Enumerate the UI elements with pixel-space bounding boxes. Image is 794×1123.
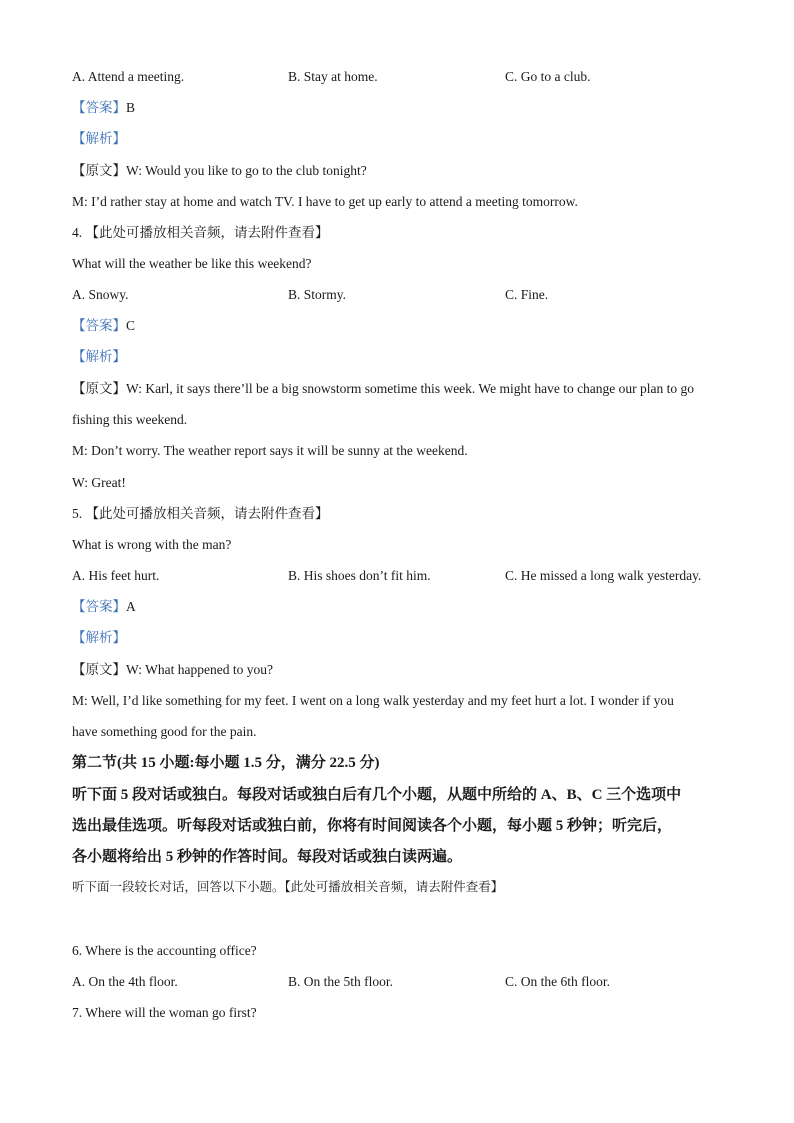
q6-option-b: B. On the 5th floor. (288, 974, 393, 989)
transcript-line: fishing this weekend. (72, 412, 188, 427)
q6-question: 6. Where is the accounting office? (72, 943, 257, 958)
q5-option-c: C. He missed a long walk yesterday. (505, 568, 702, 583)
answer-tag: 【答案】 (72, 100, 126, 115)
section-instruction: 听下面 5 段对话或独白。每段对话或独白后有几个小题，从题中所给的 A、B、C 三个选项中 (72, 787, 682, 803)
original-tag: 【原文】 (72, 381, 126, 396)
original-tag: 【原文】 (72, 163, 126, 178)
section-instruction: 选出最佳选项。听每段对话或独白前，你将有时间阅读各个小题，每小题 5 秒钟；听完后， (72, 818, 673, 834)
section-title: 第二节(共 15 小题:每小题 1.5 分，满分 22.5 分) (72, 755, 380, 771)
q4-option-a: A. Snowy. (72, 287, 129, 302)
answer-value: C (126, 318, 136, 333)
q6-option-c: C. On the 6th floor. (505, 974, 610, 989)
q5-header: 5. 【此处可播放相关音频，请去附件查看】 (72, 506, 329, 521)
q3-original-line (72, 162, 367, 180)
q4-option-c: C. Fine. (505, 287, 549, 302)
transcript-line: M: Well, I’d like something for my feet. I went on a long walk yesterday and my feet hurt a lot. I wonder if you (72, 693, 674, 708)
q5-analysis-tag: 【解析】 (72, 630, 126, 645)
q4-question: What will the weather be like this weekend? (72, 256, 312, 271)
transcript-line: W: What happened to you? (126, 662, 273, 677)
answer-tag: 【答案】 (72, 318, 126, 333)
q6-option-a: A. On the 4th floor. (72, 974, 178, 989)
q5-original-line (72, 661, 273, 679)
original-tag: 【原文】 (72, 662, 126, 677)
section-instruction: 各小题将给出 5 秒钟的作答时间。每段对话或独白读两遍。 (72, 849, 463, 865)
transcript-line: W: Would you like to go to the club tonight? (126, 163, 367, 178)
transcript-line: M: I’d rather stay at home and watch TV. I have to get up early to attend a meeting tomorrow. (72, 194, 578, 209)
q5-option-b: B. His shoes don’t fit him. (288, 568, 431, 583)
q5-answer (72, 598, 136, 616)
section-intro: 听下面一段较长对话，回答以下小题。【此处可播放相关音频，请去附件查看】 (72, 880, 504, 894)
q4-original-line (72, 380, 694, 398)
q4-option-b: B. Stormy. (288, 287, 347, 302)
answer-value: B (126, 100, 136, 115)
q3-option-c: C. Go to a club. (505, 69, 591, 84)
transcript-line: W: Great! (72, 475, 126, 490)
q3-analysis-tag: 【解析】 (72, 131, 126, 146)
transcript-line: M: Don’t worry. The weather report says it will be sunny at the weekend. (72, 443, 468, 458)
q4-analysis-tag: 【解析】 (72, 349, 126, 364)
q4-header: 4. 【此处可播放相关音频，请去附件查看】 (72, 225, 329, 240)
answer-value: A (126, 599, 136, 614)
q3-answer (72, 99, 135, 117)
q4-answer (72, 317, 135, 335)
q5-option-a: A. His feet hurt. (72, 568, 160, 583)
answer-tag: 【答案】 (72, 599, 126, 614)
q3-option-b: B. Stay at home. (288, 69, 378, 84)
transcript-line: have something good for the pain. (72, 724, 257, 739)
q7-question: 7. Where will the woman go first? (72, 1005, 257, 1020)
q5-question: What is wrong with the man? (72, 537, 232, 552)
q3-option-a: A. Attend a meeting. (72, 69, 185, 84)
transcript-line: W: Karl, it says there’ll be a big snowstorm sometime this week. We might have to change our plan to go (126, 381, 695, 396)
